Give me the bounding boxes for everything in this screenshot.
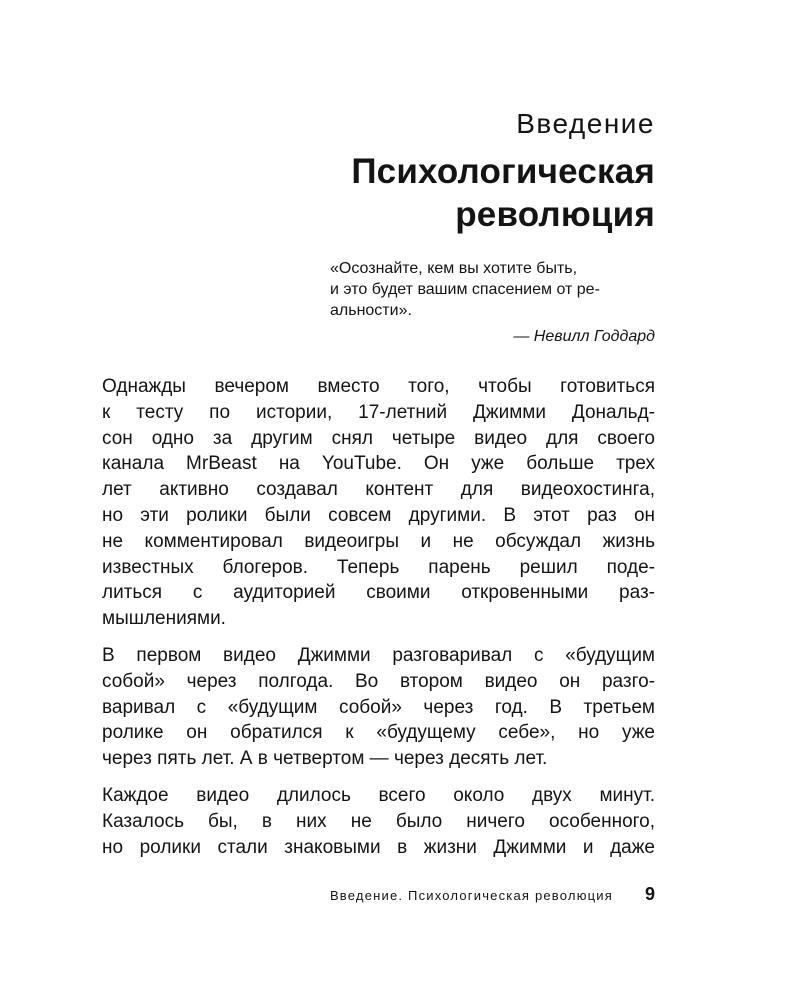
text-line: через пять лет. А в четвертом — через десять лет. bbox=[102, 748, 548, 770]
epigraph bbox=[330, 258, 655, 347]
chapter-label: Введение bbox=[516, 108, 655, 139]
text-line: мышлениями. bbox=[102, 608, 226, 630]
text-line: Казалось бы, в них не было ничего особенного, bbox=[102, 810, 655, 832]
body-text bbox=[102, 374, 655, 871]
text-line: не комментировал видеоигры и не обсуждал жизнь bbox=[102, 530, 655, 552]
chapter-title bbox=[235, 150, 655, 236]
text-line: Однажды вечером вместо того, чтобы готовиться bbox=[102, 376, 655, 397]
chapter-title-line: Психологическая bbox=[351, 152, 655, 191]
paragraph bbox=[102, 643, 655, 772]
paragraph bbox=[102, 374, 655, 632]
epigraph-line: «Осознайте, кем вы хотите быть, bbox=[330, 260, 578, 277]
text-line: литься с аудиторией своими откровенными раз- bbox=[102, 582, 655, 604]
text-line: варивал с «будущим собой» через год. В третьем bbox=[102, 696, 655, 718]
text-line: канала MrBeast на YouTube. Он уже больше трех bbox=[102, 453, 655, 475]
chapter-title-line: революция bbox=[455, 195, 655, 234]
text-line: Каждое видео длилось всего около двух минут. bbox=[102, 784, 655, 806]
text-line: собой» через полгода. Во втором видео он разго- bbox=[102, 670, 655, 692]
epigraph-author: — Невилл Годдард bbox=[513, 328, 655, 345]
epigraph-line: и это будет вашим спасением от ре- bbox=[330, 281, 600, 298]
text-line: ролике он обратился к «будущему себе», но уже bbox=[102, 722, 655, 744]
epigraph-line: альности». bbox=[330, 302, 412, 319]
text-line: лет активно создавал контент для видеохостинга, bbox=[102, 479, 655, 501]
text-line: к тесту по истории, 17-летний Джимми Дональд- bbox=[102, 401, 655, 423]
running-head: Введение. Психологическая революция bbox=[329, 888, 613, 903]
text-line: сон одно за другим снял четыре видео для своего bbox=[102, 427, 655, 449]
text-line: В первом видео Джимми разговаривал с «будущим bbox=[102, 644, 655, 666]
text-line: но ролики стали знаковыми в жизни Джимми и даже bbox=[102, 836, 655, 858]
paragraph bbox=[102, 783, 655, 860]
text-line: но эти ролики были совсем другими. В этот раз он bbox=[102, 504, 655, 526]
page-number: 9 bbox=[644, 884, 655, 904]
page-footer bbox=[102, 886, 655, 908]
text-line: известных блогеров. Теперь парень решил поде- bbox=[102, 556, 655, 578]
